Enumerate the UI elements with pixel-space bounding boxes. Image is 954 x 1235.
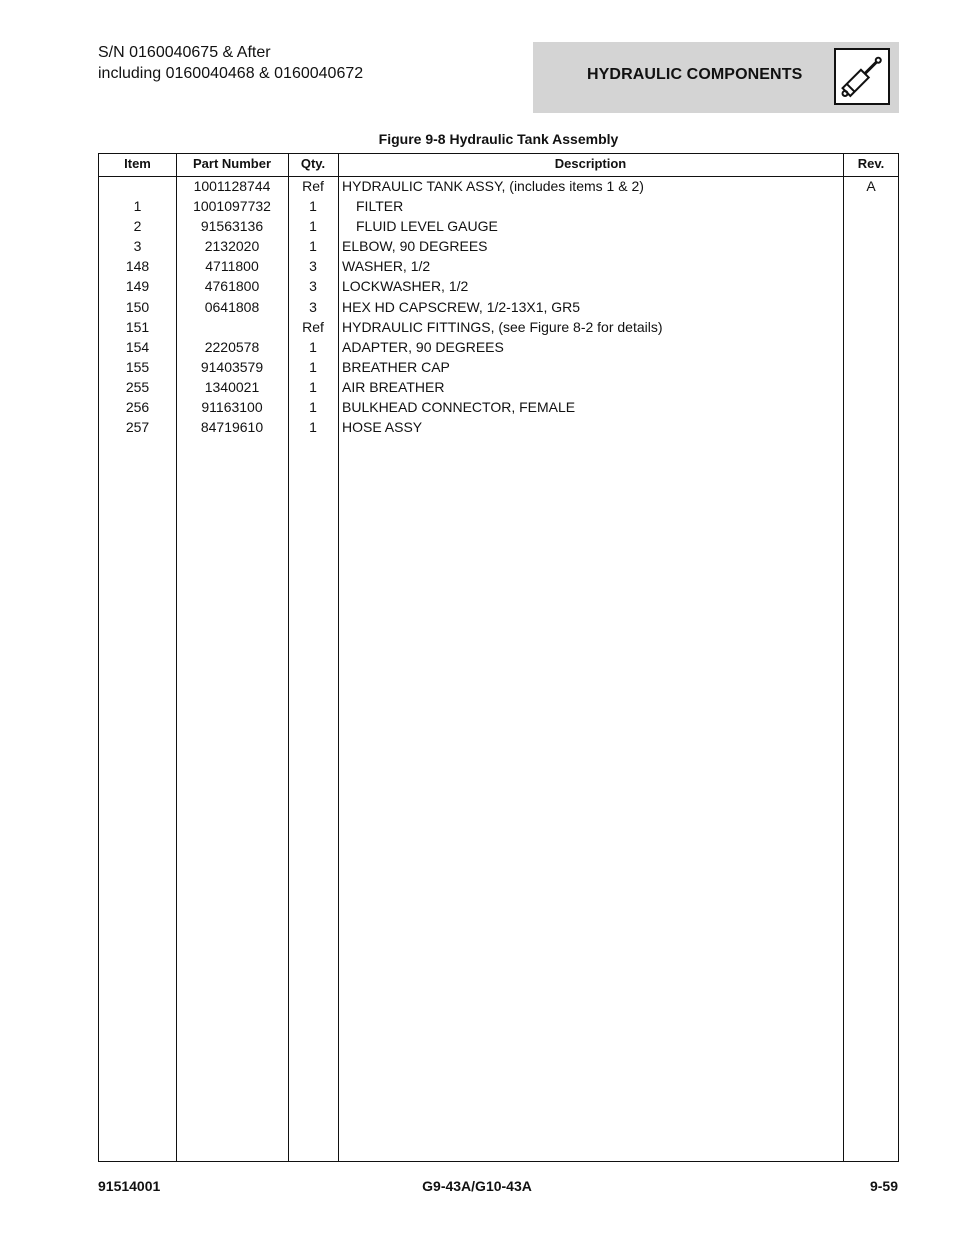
part-number-cell: 0641808 [204,298,260,315]
item-cell: 255 [125,378,150,395]
item-cell: 257 [125,419,150,436]
table-row [99,176,898,196]
part-number-cell: 4711800 [205,258,259,275]
header-description: Description [554,156,627,171]
table-row [99,216,898,236]
rev-cell: A [866,178,876,194]
table-row [99,236,898,256]
description-cell: LOCKWASHER, 1/2 [342,278,469,295]
page-number: 9-59 [869,1178,898,1194]
qty-cell: Ref [302,178,324,194]
qty-cell: 1 [309,338,317,355]
table-body [99,176,898,437]
description-cell: FLUID LEVEL GAUGE [356,218,498,235]
doc-number: 91514001 [98,1178,161,1194]
item-cell: 2 [133,218,142,235]
table-row [99,397,898,417]
part-number-cell: 4761800 [204,278,260,295]
part-number-cell: 84719610 [200,419,264,436]
item-cell: 148 [125,258,150,275]
item-cell: 155 [125,358,150,375]
hydraulic-cylinder-icon [834,48,890,105]
header-rev: Rev. [857,156,885,171]
item-cell: 3 [133,238,142,255]
description-cell: BREATHER CAP [342,358,450,375]
section-title: HYDRAULIC COMPONENTS [587,66,803,83]
description-cell: HOSE ASSY [342,419,423,436]
qty-cell: 1 [309,378,317,395]
description-cell: WASHER, 1/2 [342,258,431,275]
qty-cell: Ref [302,318,324,335]
item-cell: 149 [125,278,150,295]
description-cell: ELBOW, 90 DEGREES [342,238,488,255]
item-cell: 151 [125,318,150,335]
qty-cell: 3 [309,258,317,275]
description-cell: ADAPTER, 90 DEGREES [342,338,504,355]
serial-line-2: including 0160040468 & 0160040672 [98,65,364,82]
table-row [99,276,898,296]
qty-cell: 1 [309,419,317,436]
header-qty: Qty. [300,156,326,171]
section-header [533,42,899,113]
header-part-number: Part Number [192,156,272,171]
description-cell: FILTER [356,198,404,215]
serial-number-block [98,42,363,84]
description-cell: AIR BREATHER [342,378,445,395]
description-cell: HYDRAULIC TANK ASSY, (includes items 1 & 2) [342,178,644,194]
header-item: Item [124,156,151,171]
part-number-cell: 91163100 [201,399,263,416]
item-cell: 154 [125,338,150,355]
part-number-cell: 91403579 [200,358,264,375]
qty-cell: 1 [309,198,317,215]
item-cell: 150 [125,298,150,315]
description-cell: HYDRAULIC FITTINGS, (see Figure 8-2 for details) [342,318,663,335]
table-row [99,337,898,357]
table-row [99,297,898,317]
description-cell: BULKHEAD CONNECTOR, FEMALE [342,399,576,416]
qty-cell: 3 [309,278,317,295]
item-cell: 1 [133,198,142,215]
model-number: G9-43A/G10-43A [422,1178,532,1194]
table-header [99,154,898,177]
parts-table [98,153,899,1162]
table-row [99,357,898,377]
qty-cell: 1 [309,218,317,235]
qty-cell: 3 [309,298,317,315]
qty-cell: 1 [309,238,317,255]
table-row [99,377,898,397]
part-number-cell: 2220578 [204,338,260,355]
part-number-cell: 1340021 [204,378,260,395]
table-row [99,417,898,437]
table-row [99,196,898,216]
table-row [99,317,898,337]
qty-cell: 1 [309,358,317,375]
figure-title: Figure 9-8 Hydraulic Tank Assembly [378,131,619,147]
part-number-cell: 91563136 [200,218,264,235]
part-number-cell: 1001128744 [193,178,271,194]
item-cell: 256 [125,399,150,416]
serial-line-1: S/N 0160040675 & After [98,44,271,61]
part-number-cell: 2132020 [204,238,260,255]
part-number-cell: 1001097732 [193,198,271,215]
description-cell: HEX HD CAPSCREW, 1/2-13X1, GR5 [342,298,581,315]
table-row [99,256,898,276]
qty-cell: 1 [309,399,317,416]
